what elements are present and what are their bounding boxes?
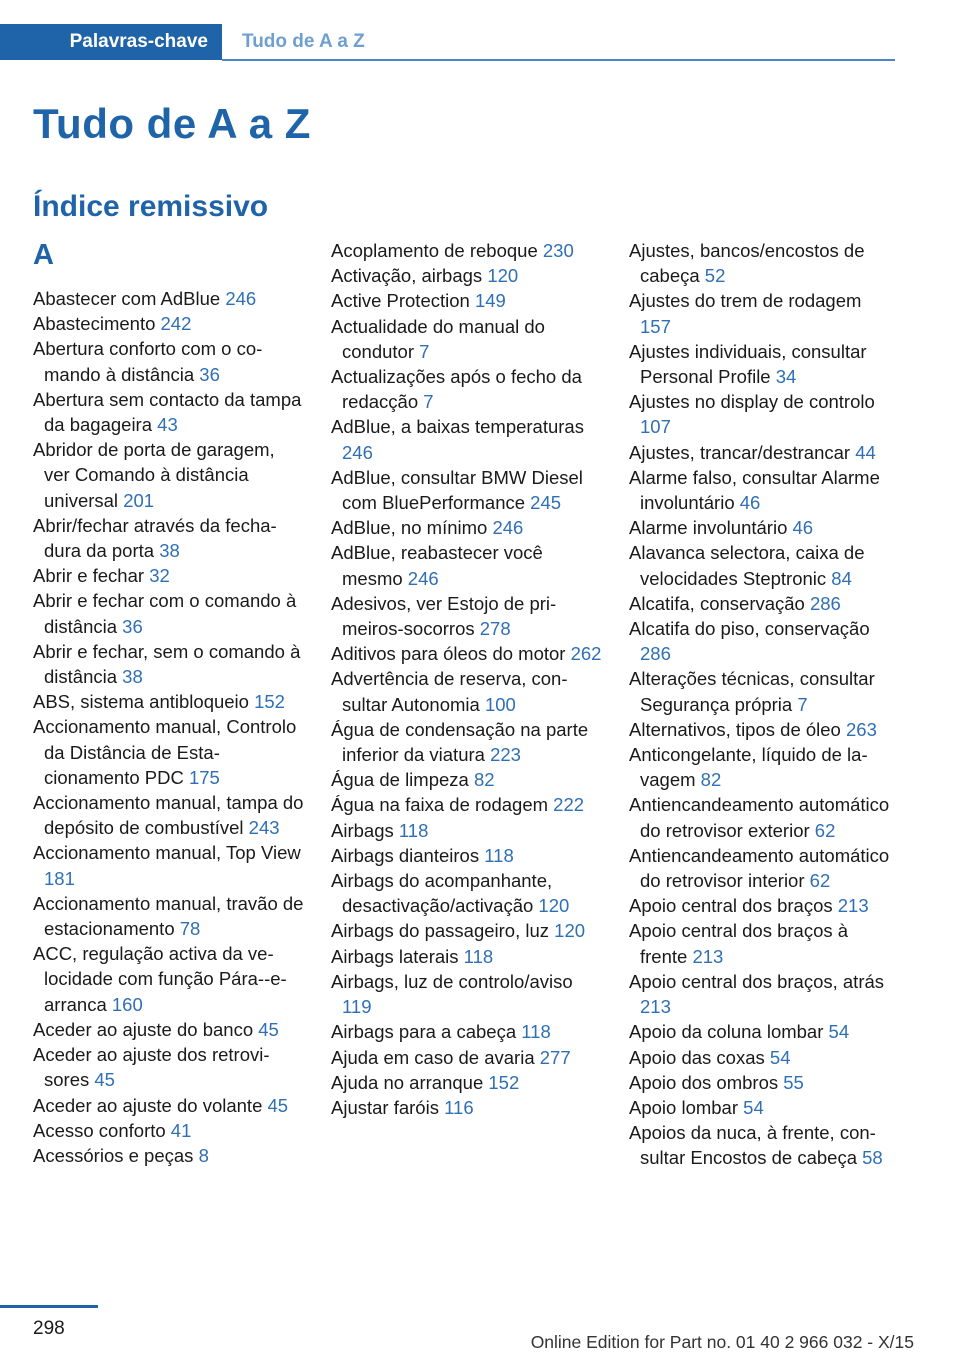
index-entry: [331, 818, 603, 843]
page-link[interactable]: 243: [248, 817, 280, 839]
page-link[interactable]: 149: [474, 290, 506, 312]
index-term: Actualizações após o fecho da redacção: [331, 366, 582, 413]
index-entry: [33, 1017, 305, 1042]
index-entry: [33, 1093, 305, 1118]
index-entry: [331, 792, 603, 817]
index-entry: [629, 843, 895, 893]
index-entry: [331, 1070, 603, 1095]
page-link[interactable]: 7: [423, 391, 434, 413]
index-entry: [33, 437, 305, 513]
page-link[interactable]: 44: [855, 441, 876, 463]
index-term: Apoios da nuca, à frente, consultar Encostos de cabeça: [629, 1122, 876, 1169]
page-link[interactable]: 54: [743, 1096, 764, 1118]
index-entry: [331, 1095, 603, 1120]
index-term: Airbags: [331, 819, 399, 841]
index-entry: [33, 286, 305, 311]
footer-rule: [0, 1305, 98, 1308]
page-link[interactable]: 84: [831, 567, 852, 589]
index-entry: [629, 742, 895, 792]
index-term: Alcatifa, conservação: [629, 592, 810, 614]
page-link[interactable]: 286: [640, 643, 671, 665]
index-term: AdBlue, a baixas temperaturas: [331, 416, 584, 438]
index-entry: [331, 717, 603, 767]
index-entry: [629, 440, 895, 465]
page-link[interactable]: 118: [398, 819, 429, 841]
index-term: Alavanca selectora, caixa de velocidades Steptronic: [629, 542, 865, 589]
index-term: Abrir e fechar: [33, 565, 150, 587]
page-link[interactable]: 116: [444, 1096, 474, 1118]
page-link[interactable]: 119: [342, 996, 372, 1018]
page-link[interactable]: 45: [267, 1094, 289, 1116]
index-entry: [331, 465, 603, 515]
index-term: Anticongelante, líquido de lavagem: [629, 744, 868, 791]
index-term: Abrir e fechar, sem o comando à distância: [33, 640, 301, 688]
page-link[interactable]: 277: [539, 1046, 571, 1068]
index-term: ACC, regulação activa da velocidade com função Pára--e-arranca: [33, 943, 287, 1015]
index-term: Advertência de reserva, consultar Autonomia: [331, 668, 568, 715]
index-term: Abertura conforto com o comando à distância: [33, 338, 263, 385]
index-term: Airbags para a cabeça: [331, 1021, 522, 1043]
index-entry: [33, 336, 305, 386]
index-entry: [629, 792, 895, 842]
page-link[interactable]: 54: [769, 1046, 791, 1068]
index-entry: [629, 389, 895, 439]
page-link[interactable]: 120: [487, 265, 519, 287]
index-term: Apoio central dos braços, atrás: [629, 970, 885, 992]
page-link[interactable]: 78: [179, 918, 201, 940]
page-link[interactable]: 222: [553, 794, 585, 816]
index-entry: [331, 540, 603, 590]
index-term: Ajustes individuais, consultar Personal Profile: [629, 340, 867, 388]
index-term: Aditivos para óleos do motor: [331, 643, 571, 665]
index-entry: [331, 767, 603, 792]
page-link[interactable]: 46: [792, 517, 814, 539]
page-link[interactable]: 32: [149, 565, 170, 587]
page-link[interactable]: 213: [837, 895, 869, 917]
page-link[interactable]: 62: [809, 870, 831, 892]
index-entry: [33, 588, 305, 638]
index-term: Accionamento manual, tampa do depósito de combustível: [33, 792, 304, 839]
page-title: Tudo de A a Z: [33, 100, 311, 147]
page-link[interactable]: 230: [542, 240, 574, 261]
page-link[interactable]: 7: [419, 340, 430, 362]
index-entry: [629, 717, 895, 742]
tab-palavras-chave[interactable]: Palavras-chave: [0, 24, 222, 60]
index-term: AdBlue, reabastecer você mesmo: [331, 542, 543, 589]
index-term: Airbags, luz de controlo/aviso: [331, 970, 573, 992]
index-term: Airbags dianteiros: [331, 844, 485, 866]
index-entry: [331, 238, 603, 263]
page-link[interactable]: 152: [488, 1071, 520, 1093]
index-entry: [629, 893, 895, 918]
tab-tudo-de-a-a-z[interactable]: Tudo de A a Z: [242, 31, 365, 52]
index-entry: [629, 1019, 895, 1044]
index-entry: [33, 311, 305, 336]
index-entry: [629, 339, 895, 389]
page-link[interactable]: 286: [809, 592, 841, 614]
page-link[interactable]: 246: [342, 441, 373, 463]
index-term: Alarme falso, consultar Alarme involuntário: [629, 466, 880, 514]
index-term: Alcatifa do piso, conservação: [629, 618, 870, 640]
page-link[interactable]: 54: [828, 1021, 850, 1043]
page-link[interactable]: 213: [640, 996, 671, 1018]
index-column-3: [629, 238, 895, 1171]
index-entry: [331, 515, 603, 540]
page-link[interactable]: 246: [225, 288, 257, 309]
index-entry: [331, 843, 603, 868]
index-term: Ajuda no arranque: [331, 1071, 489, 1093]
index-term: Água de limpeza: [331, 769, 474, 791]
index-term: Ajustes no display de controlo: [629, 391, 875, 413]
index-entry: [33, 1143, 305, 1168]
index-entry: [629, 515, 895, 540]
index-entry: [629, 465, 895, 515]
index-term: Apoio da coluna lombar: [629, 1021, 829, 1043]
page-link[interactable]: 52: [704, 265, 726, 287]
index-entry: [33, 891, 305, 941]
index-entry: [629, 666, 895, 716]
page-link[interactable]: 107: [640, 416, 671, 438]
index-term: Alarme involuntário: [629, 517, 793, 539]
index-term: Activação, airbags: [331, 265, 488, 287]
page-number: 298: [33, 1318, 65, 1339]
index-entry: [629, 288, 895, 338]
index-entry: [33, 1042, 305, 1092]
index-column-1: [33, 238, 305, 1168]
index-term: Aceder ao ajuste do volante: [33, 1094, 268, 1116]
section-title: Índice remissivo: [33, 190, 269, 223]
index-term: Actualidade do manual do condutor: [331, 315, 545, 362]
index-entry: [629, 1095, 895, 1120]
index-term: Apoio central dos braços: [629, 895, 838, 917]
page-link[interactable]: 213: [692, 945, 724, 967]
index-term: ABS, sistema antibloqueio: [33, 691, 255, 713]
index-entry: [33, 387, 305, 437]
page-link[interactable]: 82: [473, 769, 495, 791]
page-link[interactable]: 242: [160, 313, 192, 335]
index-term: Abastecimento: [33, 313, 161, 335]
page-link[interactable]: 36: [199, 363, 220, 385]
page-link[interactable]: 160: [111, 993, 143, 1015]
index-term: Água na faixa de rodagem: [331, 794, 554, 816]
page-link[interactable]: 263: [846, 718, 877, 740]
index-entry: [331, 263, 603, 288]
index-column-2: [331, 238, 603, 1120]
index-term: Antiencandeamento automático do retrovisor exterior: [629, 794, 890, 841]
tab-underline: [222, 59, 895, 61]
index-letter-heading: A: [33, 239, 54, 271]
index-term: Abastecer com AdBlue: [33, 288, 226, 309]
page-link[interactable]: 45: [258, 1018, 279, 1040]
page-link[interactable]: 62: [814, 819, 836, 841]
index-entry: [33, 840, 305, 890]
index-term: Abrir e fechar com o comando à distância: [33, 590, 297, 637]
header-tab-bar: [0, 24, 895, 60]
index-term: AdBlue, no mínimo: [331, 517, 493, 539]
page-link[interactable]: 157: [640, 315, 671, 337]
index-entry: [629, 616, 895, 666]
index-term: Airbags do passageiro, luz: [331, 920, 555, 942]
page-link[interactable]: 120: [554, 920, 586, 942]
index-term: Acessórios e peças: [33, 1144, 199, 1166]
index-entry: [331, 591, 603, 641]
page-link[interactable]: 118: [463, 945, 494, 967]
page-link[interactable]: 55: [783, 1071, 804, 1093]
page-link[interactable]: 38: [122, 666, 143, 688]
index-term: Ajuda em caso de avaria: [331, 1046, 540, 1068]
page-link[interactable]: 7: [797, 693, 808, 715]
page-link[interactable]: 181: [44, 867, 75, 889]
index-entry: [629, 238, 895, 288]
page-link[interactable]: 246: [407, 567, 439, 589]
index-entry: [331, 868, 603, 918]
index-entry: [33, 1118, 305, 1143]
index-entry: [331, 288, 603, 313]
index-term: Active Protection: [331, 290, 475, 312]
index-entry: [331, 641, 603, 666]
index-term: Ajustes do trem de rodagem: [629, 290, 862, 312]
index-term: Accionamento manual, Controlo da Distância de Estacionamento PDC: [33, 716, 297, 788]
index-entry: [331, 364, 603, 414]
index-entry: [33, 563, 305, 588]
index-term: Ajustes, trancar/destrancar: [629, 441, 856, 463]
index-entry: [33, 513, 305, 563]
index-entry: [331, 944, 603, 969]
index-term: Alterações técnicas, consultar Segurança própria: [629, 668, 875, 715]
index-term: Adesivos, ver Estojo de primeiros-socorros: [331, 592, 557, 640]
index-term: Airbags laterais: [331, 945, 464, 967]
page-link[interactable]: 100: [484, 693, 516, 715]
page-link[interactable]: 223: [490, 744, 521, 766]
index-term: Airbags do acompanhante, desactivação/activação: [331, 870, 553, 917]
page-link[interactable]: 38: [159, 540, 180, 562]
page-link[interactable]: 58: [862, 1147, 883, 1169]
index-term: Accionamento manual, travão de estacionamento: [33, 892, 304, 940]
index-term: Ajustar faróis: [331, 1096, 445, 1118]
index-entry: [331, 1019, 603, 1044]
page-link[interactable]: 152: [254, 691, 285, 713]
index-entry: [33, 689, 305, 714]
page-link[interactable]: 36: [122, 615, 143, 637]
index-term: Accionamento manual, Top View: [33, 842, 301, 864]
page-link[interactable]: 45: [94, 1069, 115, 1091]
page-link[interactable]: 201: [123, 489, 155, 511]
index-term: Acoplamento de reboque: [331, 240, 543, 261]
page-link[interactable]: 8: [198, 1144, 209, 1166]
index-entry: [331, 414, 603, 464]
index-entry: [629, 540, 895, 590]
page-link[interactable]: 175: [188, 766, 220, 788]
index-entry: [331, 1045, 603, 1070]
index-entry: [331, 918, 603, 943]
index-entry: [331, 969, 603, 1019]
index-entry: [629, 969, 895, 1019]
index-entry: [629, 1120, 895, 1170]
index-term: Abrir/fechar através da fechadura da porta: [33, 514, 277, 562]
index-term: Água de condensação na parte inferior da viatura: [331, 718, 589, 766]
page-link[interactable]: 41: [170, 1119, 192, 1141]
index-term: Abertura sem contacto da tampa da bagageira: [33, 388, 302, 436]
index-entry: [331, 314, 603, 364]
page-link[interactable]: 34: [775, 366, 797, 388]
page-link[interactable]: 245: [530, 492, 562, 514]
page-link[interactable]: 262: [570, 643, 602, 665]
index-term: AdBlue, consultar BMW Diesel com BluePerformance: [331, 466, 583, 514]
index-entry: [331, 666, 603, 716]
index-term: Abridor de porta de garagem, ver Comando à distância universal: [33, 439, 275, 511]
page-link[interactable]: 118: [484, 844, 514, 866]
index-entry: [629, 1070, 895, 1095]
index-entry: [33, 714, 305, 790]
index-entry: [33, 790, 305, 840]
index-term: Apoio dos ombros: [629, 1071, 784, 1093]
index-term: Apoio das coxas: [629, 1046, 770, 1068]
index-term: Aceder ao ajuste do banco: [33, 1018, 259, 1040]
page-link[interactable]: 278: [479, 618, 511, 640]
page-link[interactable]: 120: [538, 895, 570, 917]
index-term: Ajustes, bancos/encostos de cabeça: [629, 240, 865, 287]
page-link[interactable]: 82: [700, 769, 722, 791]
index-term: Acesso conforto: [33, 1119, 171, 1141]
page-link[interactable]: 246: [492, 517, 524, 539]
page-link[interactable]: 118: [521, 1021, 551, 1043]
index-term: Alternativos, tipos de óleo: [629, 718, 846, 740]
index-entry: [33, 941, 305, 1017]
index-entry: [629, 1045, 895, 1070]
page-link[interactable]: 43: [157, 414, 178, 436]
index-entry: [629, 918, 895, 968]
index-entry: [33, 639, 305, 689]
index-term: Apoio lombar: [629, 1096, 744, 1118]
index-term: Apoio central dos braços à frente: [629, 920, 849, 967]
index-term: Antiencandeamento automático do retrovisor interior: [629, 844, 890, 892]
index-entry: [629, 591, 895, 616]
page-link[interactable]: 46: [739, 492, 761, 514]
edition-text: Online Edition for Part no. 01 40 2 966 032 - X/15: [530, 1332, 914, 1352]
index-term: Aceder ao ajuste dos retrovisores: [33, 1044, 270, 1091]
